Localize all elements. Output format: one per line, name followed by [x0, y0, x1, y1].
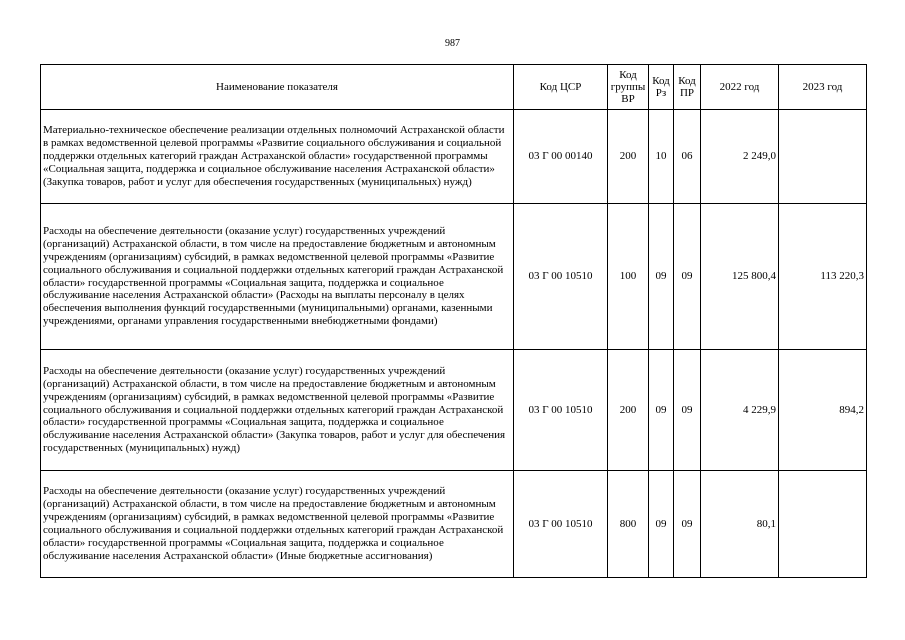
- row-rz-code: 09: [649, 471, 674, 578]
- row-value-2022: 125 800,4: [701, 204, 779, 350]
- row-name: Расходы на обеспечение деятельности (оказание услуг) государственных учреждений (организаций) Астраханской области, в том числе на предоставление бюджетным и автономным учреждениям (организациям) субсидий, в рамках ведомственной целевой программы «Развитие социального обслуживания и социальной поддержки отдельных категорий граждан Астраханской области» государственной программы «Социальная защита, поддержка и социальное обслуживание населения Астраханской области» (Иные бюджетные ассигнования): [41, 471, 514, 578]
- row-csr-code: 03 Г 00 10510: [514, 350, 608, 471]
- page-number: 987: [445, 38, 460, 49]
- row-csr-code: 03 Г 00 10510: [514, 204, 608, 350]
- row-value-2023: 113 220,3: [779, 204, 867, 350]
- header-pr-code: Код ПР: [674, 65, 701, 110]
- header-name: Наименование показателя: [41, 65, 514, 110]
- row-value-2023: [779, 110, 867, 204]
- header-csr-code: Код ЦСР: [514, 65, 608, 110]
- header-vr-code: Код группы ВР: [608, 65, 649, 110]
- row-pr-code: 06: [674, 110, 701, 204]
- row-vr-code: 100: [608, 204, 649, 350]
- row-value-2022: 4 229,9: [701, 350, 779, 471]
- row-value-2023: [779, 471, 867, 578]
- row-value-2023: 894,2: [779, 350, 867, 471]
- row-name: Материально-техническое обеспечение реализации отдельных полномочий Астраханской области в рамках ведомственной целевой программы «Развитие социального обслуживания и социальной поддержки отдельных категорий граждан Астраханской области» государственной программы «Социальная защита, поддержка и социальное обслуживание населения Астраханской области» (Закупка товаров, работ и услуг для обеспечения государственных (муниципальных) нужд): [41, 110, 514, 204]
- header-rz-code: Код Рз: [649, 65, 674, 110]
- row-value-2022: 2 249,0: [701, 110, 779, 204]
- row-vr-code: 200: [608, 110, 649, 204]
- table-header: [41, 65, 867, 110]
- table-row: [41, 204, 867, 350]
- row-rz-code: 09: [649, 350, 674, 471]
- row-vr-code: 200: [608, 350, 649, 471]
- row-vr-code: 800: [608, 471, 649, 578]
- header-row: [41, 65, 867, 110]
- row-pr-code: 09: [674, 350, 701, 471]
- table-body: [41, 110, 867, 578]
- budget-table: [40, 64, 867, 578]
- row-name: Расходы на обеспечение деятельности (оказание услуг) государственных учреждений (организаций) Астраханской области, в том числе на предоставление бюджетным и автономным учреждениям (организациям) субсидий, в рамках ведомственной целевой программы «Развитие социального обслуживания и социальной поддержки отдельных категорий граждан Астраханской области» государственной программы «Социальная защита, поддержка и социальное обслуживание населения Астраханской области» (Расходы на выплаты персоналу в целях обеспечения выполнения функций государственными (муниципальными) органами, казенными учреждениями, органами управления государственными внебюджетными фондами): [41, 204, 514, 350]
- table-row: [41, 350, 867, 471]
- row-rz-code: 10: [649, 110, 674, 204]
- table-row: [41, 110, 867, 204]
- row-rz-code: 09: [649, 204, 674, 350]
- header-year-2023: 2023 год: [779, 65, 867, 110]
- table-row: [41, 471, 867, 578]
- row-csr-code: 03 Г 00 10510: [514, 471, 608, 578]
- row-name: Расходы на обеспечение деятельности (оказание услуг) государственных учреждений (организаций) Астраханской области, в том числе на предоставление бюджетным и автономным учреждениям (организациям) субсидий, в рамках ведомственной целевой программы «Развитие социального обслуживания и социальной поддержки отдельных категорий граждан Астраханской области» государственной программы «Социальная защита, поддержка и социальное обслуживание населения Астраханской области» (Закупка товаров, работ и услуг для обеспечения государственных (муниципальных) нужд): [41, 350, 514, 471]
- header-year-2022: 2022 год: [701, 65, 779, 110]
- row-csr-code: 03 Г 00 00140: [514, 110, 608, 204]
- row-pr-code: 09: [674, 204, 701, 350]
- row-value-2022: 80,1: [701, 471, 779, 578]
- row-pr-code: 09: [674, 471, 701, 578]
